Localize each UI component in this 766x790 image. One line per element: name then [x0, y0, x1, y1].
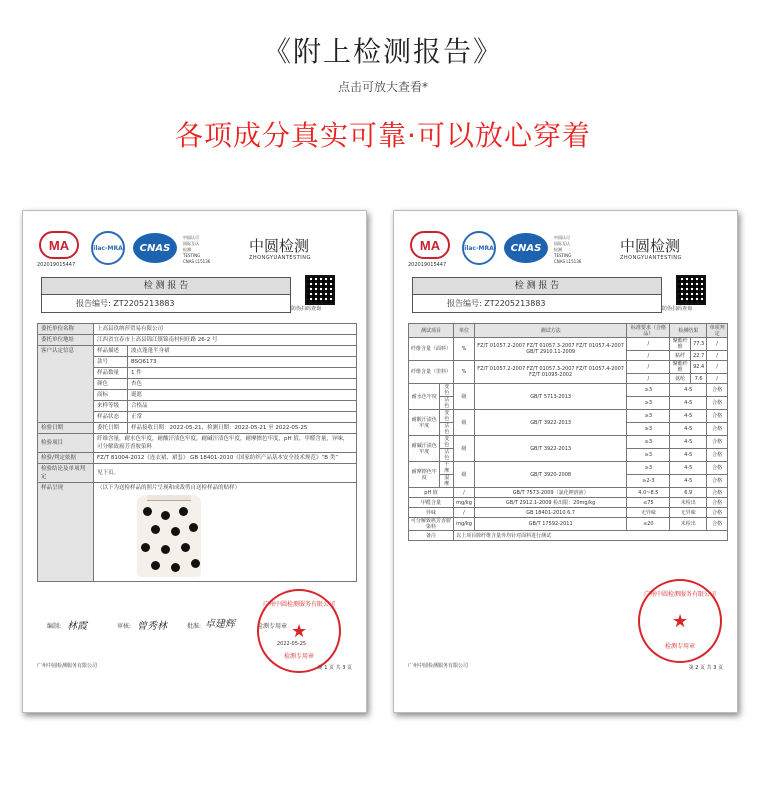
- qr-label: 防伪扫码查询: [662, 306, 693, 312]
- page-number: 第 2 页 共 3 页: [688, 665, 723, 671]
- cnas-text: 中国认可 国际互认 检测 TESTING CNAS L15136: [554, 235, 582, 264]
- logo-bar: [39, 231, 353, 271]
- zoom-hint: 点击可放大查看*: [337, 80, 428, 94]
- cma-logo-icon: MA: [410, 231, 450, 259]
- report-number: 报告编号: ZT2205213883: [41, 295, 291, 313]
- table-row: 异味 / GB 18401-2010 6.7 无异味 无异味 合格: [409, 508, 728, 518]
- note-row: 备注 以上项目除纤维含量外均针对面料进行测试: [409, 531, 728, 541]
- official-stamp-icon: 广州中圆检测服务有限公司 ★ 检测专用章: [638, 579, 722, 663]
- table-row: 沾色 ≥3 4-5 合格: [409, 397, 728, 410]
- table-row: 沾色 ≥3 4-5 合格: [409, 423, 728, 436]
- table-row: 甲醛含量 mg/kg GB/T 2912.1-2009 检出限：20mg/kg ≤75 未检出 合格: [409, 498, 728, 508]
- report-page-1[interactable]: MA 202019015447 ilac-MRA CNAS 中国认可 国际互认 检测 TESTING CNAS L15136 中圆检测 ZHONGYUANTESTING 检 测 报 告 报告编号: ZT2205213883 防伪扫码查询 委托单位名称 上高县玖纳莎贸易有限公司 委托单位地址 江西省宜春市上高县锦江镇锦南村何旺路 26-2 号 客户认定信息 样品描述 波点蓬蓬半身裙 款号 BSQ6173 样品数量 1 件 颜色 杏色 商标 诞愿 来样等级 合格品 样品状态 正常 检验日期 委托日期 样品接收日期：2022-05-21，检测日期：2022-05-21 至 2022-05-25 检验项目 纤维含量，耐水色牢度，耐酸汗渍色牢度，耐碱汗渍色牢度，耐摩擦色牢度，pH 值，甲醛含量，异味，可分解致癌芳香胺染料 检验/判定依据 FZ/T 81004-2012《连衣裙、裙套》 GB 18401-2010《国家纺织产品基本安全技术规范》“B 类” 检验结论及单项判定 见下页。 样品呈现 （以下为送检样品的照片呈现和成裁剪自送检样品的贴样） 编制: 林霞 审核: 曾秀林 批准: 卓建辉 检测专用章 广州中圆检测服务有限公司 ★ 2022-05-25 检测专用章 广州中圆检测服务有限公司 第 1 页 共 3 页: [22, 210, 367, 713]
- brand-en: ZHONGYUANTESTING: [620, 255, 682, 261]
- qr-code-icon[interactable]: [305, 275, 335, 305]
- cma-number: 202019015447: [408, 262, 447, 268]
- info-table: 委托单位名称 上高县玖纳莎贸易有限公司 委托单位地址 江西省宜春市上高县锦江镇锦南村何旺路 26-2 号 客户认定信息 样品描述 波点蓬蓬半身裙 款号 BSQ6173 样品数量 1 件 颜色 杏色 商标 诞愿 来样等级 合格品 样品状态 正常 检验日期 委托日期 样品接收日期：2022-05-21，检测日期：2022-05-21 至 2022-05-25 检验项目 纤维含量，耐水色牢度，耐酸汗渍色牢度，耐碱汗渍色牢度，耐摩擦色牢度，pH 值，甲醛含量，异味，可分解致癌芳香胺染料 检验/判定依据 FZ/T 81004-2012《连衣裙、裙套》 GB 18401-2010《国家纺织产品基本安全技术规范》“B 类” 检验结论及单项判定 见下页。 样品呈现 （以下为送检样品的照片呈现和成裁剪自送检样品的贴样）: [37, 323, 357, 582]
- report-page-2[interactable]: [393, 210, 738, 713]
- page-title: 《附上检测报告》: [262, 35, 503, 68]
- table-row: 沾色 ≥3 4-5 合格: [409, 449, 728, 462]
- footer: 广州中圆检测服务有限公司: [37, 663, 98, 669]
- photo-caption: （以下为送检样品的照片呈现和成裁剪自送检样品的贴样）: [97, 485, 241, 491]
- ilac-logo-icon: ilac-MRA: [91, 231, 125, 265]
- report-title: 检 测 报 告: [41, 277, 291, 295]
- logo-bar: [410, 231, 724, 271]
- table-row: 纤维含量（里料） % FZ/T 01057.2-2007 FZ/T 01057.3-2007 FZ/T 01057.4-2007 FZ/T 01095-2002 / 聚酯纤维 92.4 /: [409, 361, 728, 374]
- ilac-logo-icon: ilac-MRA: [462, 231, 496, 265]
- qr-code-icon[interactable]: [676, 275, 706, 305]
- table-row: / 氨纶 7.6 /: [409, 374, 728, 384]
- official-stamp-icon: 广州中圆检测服务有限公司 ★ 2022-05-25 检测专用章: [257, 589, 341, 673]
- cma-logo-icon: MA: [39, 231, 79, 259]
- brand-name: 中圆检测: [249, 237, 310, 255]
- table-row: 耐酸汗渍色牢度 变色 级 GB/T 3922-2013 ≥3 4-5 合格: [409, 410, 728, 423]
- table-row: / 粘纤 22.7 /: [409, 351, 728, 361]
- brand-name: 中圆检测: [620, 237, 681, 255]
- cnas-text: 中国认可 国际互认 检测 TESTING CNAS L15136: [183, 235, 211, 264]
- results-table: [408, 323, 728, 541]
- qr-label: 防伪扫码查询: [291, 306, 322, 312]
- cnas-logo-icon: CNAS: [133, 233, 177, 263]
- table-row: 湿摩 ≥2-3 4-5 合格: [409, 475, 728, 488]
- table-row: 纤维含量（面料） % FZ/T 01057.2-2007 FZ/T 01057.3-2007 FZ/T 01057.4-2007 GB/T 2910.11-2009 / 聚酯纤维 77.3 /: [409, 338, 728, 351]
- skirt-photo: [137, 495, 201, 577]
- table-row: pH 值 / GB/T 7573-2009（氯化钾溶液） 4.0~8.5 6.9 合格: [409, 488, 728, 498]
- cma-number: 202019015447: [37, 262, 76, 268]
- footer: 广州中圆检测服务有限公司: [408, 663, 469, 669]
- brand-en: ZHONGYUANTESTING: [249, 255, 311, 261]
- table-row: 耐摩擦色牢度 干摩 级 GB/T 3920-2008 ≥3 4-5 合格: [409, 462, 728, 475]
- cnas-logo-icon: CNAS: [504, 233, 548, 263]
- report-number: 报告编号: ZT2205213883: [412, 295, 662, 313]
- report-title: 检 测 报 告: [412, 277, 662, 295]
- slogan: 各项成分真实可靠·可以放心穿着: [175, 119, 591, 152]
- table-row: 耐水色牢度 变色 级 GB/T 5713-2013 ≥3 4-5 合格: [409, 384, 728, 397]
- table-row: 可分解致癌芳香胺染料 mg/kg GB/T 17592-2011 ≤20 未检出 合格: [409, 518, 728, 531]
- table-row: 耐碱汗渍色牢度 变色 级 GB/T 3922-2013 ≥3 4-5 合格: [409, 436, 728, 449]
- table-header: 测试项目 单位 测试方法 标准要求（合格品） 检测结果 单项判定: [409, 324, 728, 338]
- page-number: 第 1 页 共 3 页: [317, 665, 352, 671]
